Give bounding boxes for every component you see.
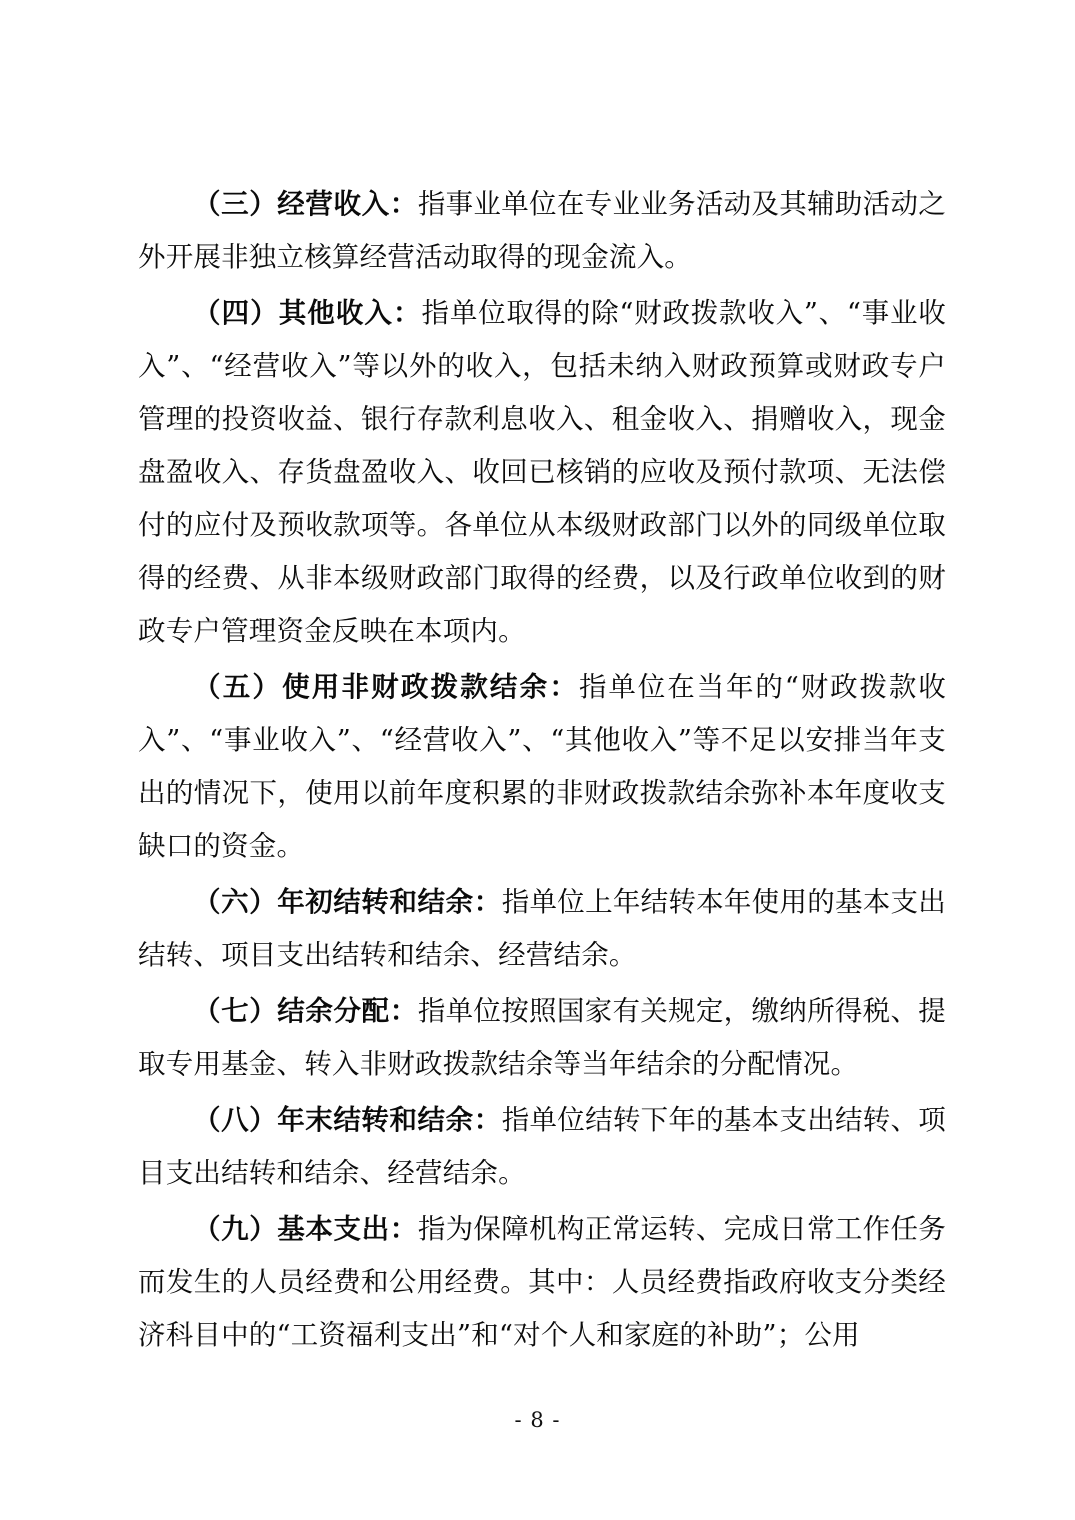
paragraph-3-text: 指事业单位在专业业务活动及其辅助活动之外开展非独立核算经营活动取得的现金流入。 [138,188,946,273]
document-body [138,178,946,1362]
paragraph-7-lead: （七）结余分配： [193,995,418,1027]
paragraph-5-text: 指单位在当年的“财政拨款收入”、“事业收入”、“经营收入”、“其他收入”等不足以安排当年支出的情况下，使用以前年度积累的非财政拨款结余弥补本年度收支缺口的资金。 [138,671,946,862]
paragraph-9-lead: （九）基本支出： [193,1213,418,1245]
paragraph-8-text: 指单位结转下年的基本支出结转、项目支出结转和结余、经营结余。 [138,1104,947,1189]
page-number: - 8 - [514,1408,561,1432]
paragraph-4-text: 指单位取得的除“财政拨款收入”、“事业收入”、“经营收入”等以外的收入，包括未纳入财政预算或财政专户管理的投资收益、银行存款利息收入、租金收入、捐赠收入，现金盘盈收入、存货盘盈收入、收回已核销的应收及预付款项、无法偿付的应付及预收款项等。各单位从本级财政部门以外的同级单位取得的经费、从非本级财政部门取得的经费，以及行政单位收到的财政专户管理资金反映在本项内。 [138,297,946,647]
paragraph-8-lead: （八）年末结转和结余： [193,1104,502,1136]
paragraph-3-lead: （三）经营收入： [193,188,418,220]
paragraph-5-lead: （五）使用非财政拨款结余： [193,671,580,703]
paragraph-7 [138,985,946,1091]
paragraph-6 [138,876,946,982]
paragraph-4-lead: （四）其他收入： [193,297,422,329]
paragraph-6-lead: （六）年初结转和结余： [193,886,502,918]
paragraph-9-text: 指为保障机构正常运转、完成日常工作任务而发生的人员经费和公用经费。其中：人员经费指政府收支分类经济科目中的“工资福利支出”和“对个人和家庭的补助”；公用 [138,1213,946,1351]
paragraph-6-text: 指单位上年结转本年使用的基本支出结转、项目支出结转和结余、经营结余。 [138,886,947,971]
paragraph-4 [138,287,946,658]
paragraph-3 [138,178,946,284]
paragraph-7-text: 指单位按照国家有关规定，缴纳所得税、提取专用基金、转入非财政拨款结余等当年结余的分配情况。 [138,995,946,1080]
paragraph-8 [138,1094,946,1200]
paragraph-5 [138,661,946,873]
paragraph-9 [138,1203,946,1362]
